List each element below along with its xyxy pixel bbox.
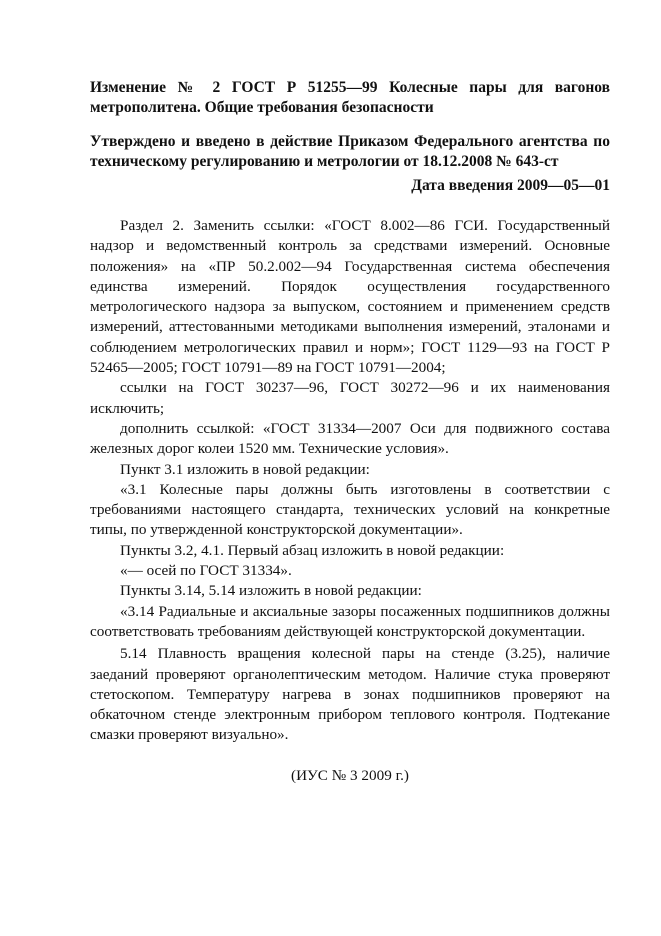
approval-statement: Утверждено и введено в действие Приказом Федерального агентства по техническому регулированию и метрологии от 18.12.2008 № 643-ст	[90, 133, 610, 170]
paragraph-clause-3-1-intro: Пункт 3.1 изложить в новой редакции:	[120, 460, 370, 478]
document-page	[90, 78, 610, 786]
paragraph-clauses-3-2-4-1-intro: Пункты 3.2, 4.1. Первый абзац изложить в новой редакции:	[120, 541, 505, 559]
amendment-title: Изменение № 2 ГОСТ Р 51255—99 Колесные пары для вагонов метрополитена. Общие требования безопасности	[90, 79, 610, 116]
paragraph-section-2-references: Раздел 2. Заменить ссылки: «ГОСТ 8.002—86 ГСИ. Государственный надзор и ведомственный контроль за средствами измерений. Основные положения» на «ПР 50.2.002—94 Государственная система обеспечения единства измерений. Порядок осуществления государственного метрологического надзора за выпуском, состоянием и применением средств измерений, аттестованными методиками выполнения измерений, эталонами и соблюдением метрологических правил и норм»; ГОСТ 1129—93 на ГОСТ Р 52465—2005; ГОСТ 10791—89 на ГОСТ 10791—2004;	[90, 217, 610, 377]
paragraph-clauses-3-14-5-14-intro: Пункты 3.14, 5.14 изложить в новой редакции:	[120, 582, 422, 600]
effective-date: Дата введения 2009—05—01	[411, 177, 610, 194]
paragraph-clause-3-1-text: «3.1 Колесные пары должны быть изготовлены в соответствии с требованиями настоящего стандарта, технических условий на конкретные типы, по утвержденной конструкторской документации».	[90, 480, 610, 539]
paragraph-clause-5-14-text: 5.14 Плавность вращения колесной пары на стенде (3.25), наличие заеданий проверяют органолептическим методом. Наличие стука проверяют стетоскопом. Температуру нагрева в зонах подшипников проверяют на обкаточном стенде электронным прибором теплового контроля. Подтекание смазки проверяют визуально».	[90, 645, 610, 744]
paragraph-add-reference: дополнить ссылкой: «ГОСТ 31334—2007 Оси для подвижного состава железных дорог колеи 1520 мм. Технические условия».	[90, 419, 610, 458]
paragraph-clause-3-14-text: «3.14 Радиальные и аксиальные зазоры посаженных подшипников должны соответствовать требованиям действующей конструкторской документации.	[90, 602, 610, 640]
paragraph-clauses-3-2-4-1-text: «— осей по ГОСТ 31334».	[120, 562, 292, 580]
amendment-body	[90, 216, 610, 746]
paragraph-exclude-references: ссылки на ГОСТ 30237—96, ГОСТ 30272—96 и их наименования исключить;	[90, 379, 610, 417]
publication-source: (ИУС № 3 2009 г.)	[291, 766, 409, 784]
